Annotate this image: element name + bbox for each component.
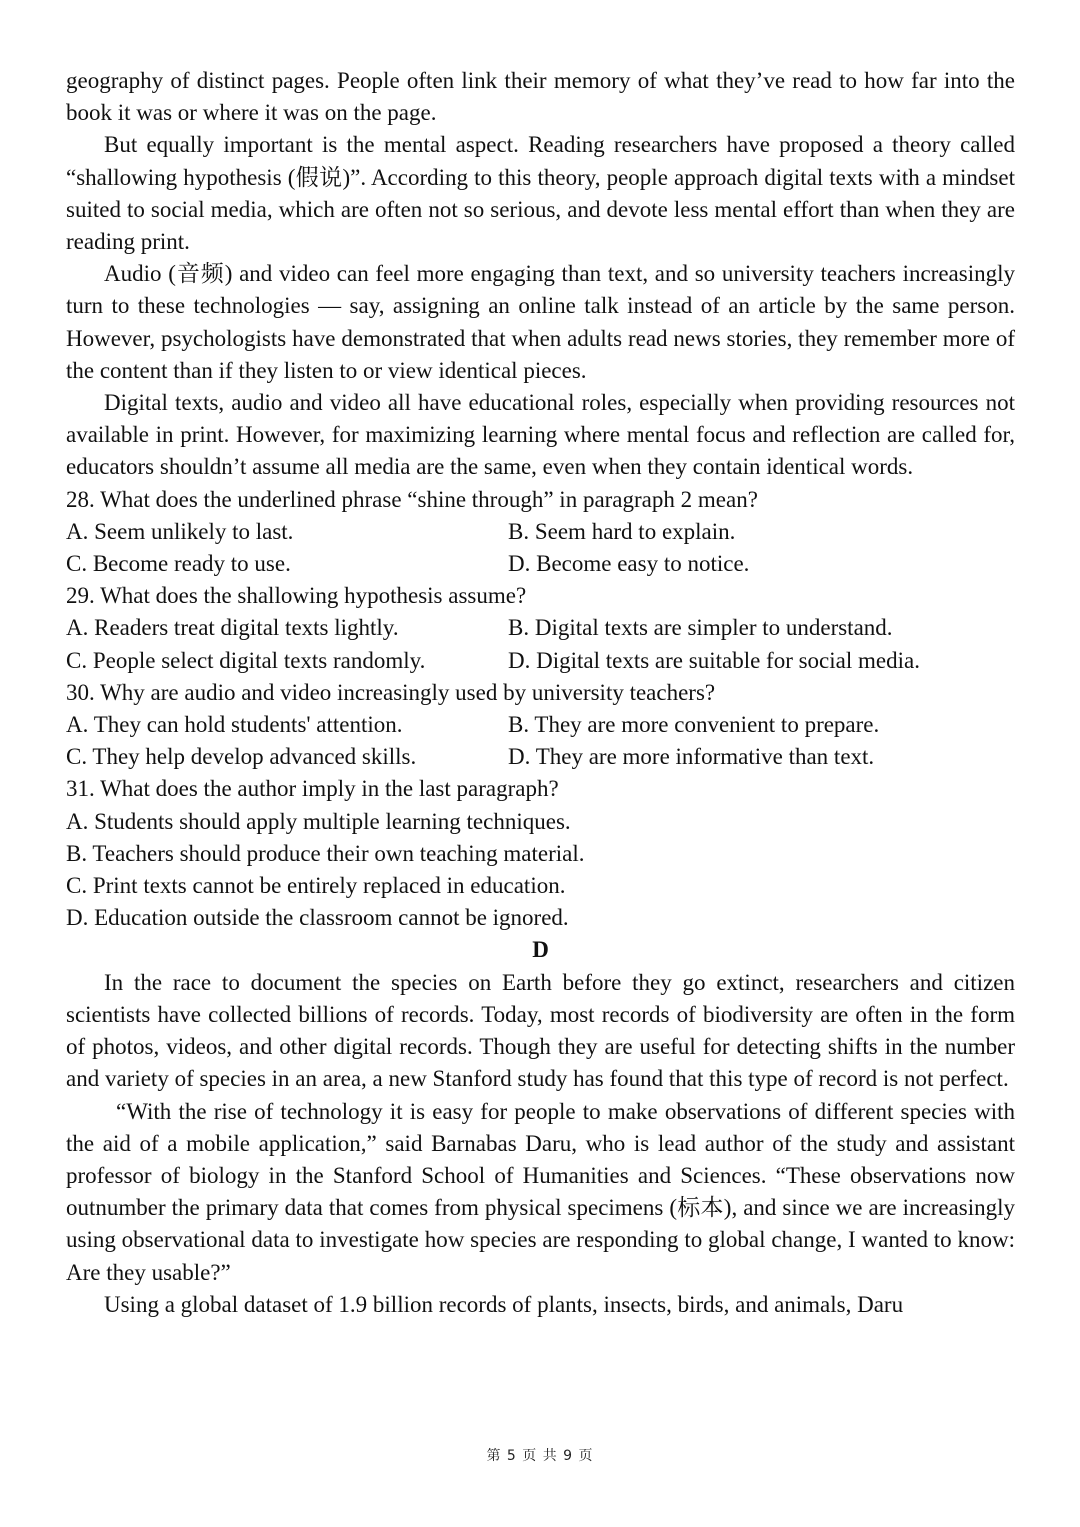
passage-c-paragraph-2: But equally important is the mental aspect. Reading researchers have proposed a theory called “shallowing hypothesis (假说)”. According to this theory, people approach digital texts with a mindset suited to social media, which are often not so serious, and devote less mental effort than when they are reading print. <box>66 132 1015 255</box>
question-30-options-row-2 <box>66 741 1015 773</box>
passage-d-paragraph-1: In the race to document the species on Earth before they go extinct, researchers and citizen scientists have collected billions of records. Today, most records of biodiversity are often in the form of photos, videos, and other digital records. Though they are useful for detecting shifts in the number and variety of species in an area, a new Stanford study has found that this type of record is not perfect. <box>66 969 1015 1092</box>
question-31-option-d[interactable]: D. Education outside the classroom cannot be ignored. <box>66 905 569 931</box>
question-31-option-c[interactable]: C. Print texts cannot be entirely replaced in education. <box>66 873 566 899</box>
question-28-option-d[interactable]: D. Become easy to notice. <box>508 551 750 577</box>
question-29-option-b[interactable]: B. Digital texts are simpler to understand. <box>508 615 893 641</box>
exam-page <box>66 65 1015 1321</box>
question-29-stem: 29. What does the shallowing hypothesis assume? <box>66 583 527 609</box>
question-31-stem: 31. What does the author imply in the last paragraph? <box>66 776 559 802</box>
question-31-option-b[interactable]: B. Teachers should produce their own teaching material. <box>66 840 585 866</box>
question-30-option-d[interactable]: D. They are more informative than text. <box>508 744 875 770</box>
question-29-option-a[interactable]: A. Readers treat digital texts lightly. <box>66 615 399 641</box>
question-30-option-a[interactable]: A. They can hold students' attention. <box>66 712 403 738</box>
question-29-option-c[interactable]: C. People select digital texts randomly. <box>66 647 426 673</box>
question-28-option-c[interactable]: C. Become ready to use. <box>66 551 291 577</box>
passage-c-paragraph-4: Digital texts, audio and video all have educational roles, especially when providing resources not available in print. However, for maximizing learning where mental focus and reflection are called for, educators shouldn’t assume all media are the same, even when they contain identical words. <box>66 390 1015 480</box>
question-30-stem: 30. Why are audio and video increasingly used by university teachers? <box>66 679 716 705</box>
question-29-options-row-1 <box>66 612 1015 644</box>
question-31-option-a[interactable]: A. Students should apply multiple learning techniques. <box>66 808 571 834</box>
passage-c-paragraph-1: geography of distinct pages. People often link their memory of what they’ve read to how far into the book it was or where it was on the page. <box>66 68 1015 126</box>
page-number-footer: 第 5 页 共 9 页 <box>486 1448 594 1464</box>
passage-d-paragraph-2: “With the rise of technology it is easy for people to make observations of different species with the aid of a mobile application,” said Barnabas Daru, who is lead author of the study and assistant professor of biology in the Stanford School of Humanities and Sciences. “These observations now outnumber the primary data that comes from physical specimens (标本), and since we are increasingly using observational data to investigate how species are responding to global change, I wanted to know: Are they usable?” <box>66 1098 1015 1285</box>
question-28-option-b[interactable]: B. Seem hard to explain. <box>508 518 736 544</box>
question-29-options-row-2 <box>66 645 1015 677</box>
question-30-option-b[interactable]: B. They are more convenient to prepare. <box>508 712 880 738</box>
question-28-options-row-2 <box>66 548 1015 580</box>
question-30-option-c[interactable]: C. They help develop advanced skills. <box>66 744 417 770</box>
question-28-stem: 28. What does the underlined phrase “shine through” in paragraph 2 mean? <box>66 486 758 512</box>
passage-d-title: D <box>532 937 549 963</box>
passage-d-paragraph-3: Using a global dataset of 1.9 billion records of plants, insects, birds, and animals, Daru <box>104 1291 904 1317</box>
passage-c-paragraph-3: Audio (音频) and video can feel more engaging than text, and so university teachers increasingly turn to these technologies — say, assigning an online talk instead of an article by the same person. However, psychologists have demonstrated that when adults read news stories, they remember more of the content than if they listen to or view identical pieces. <box>66 261 1015 383</box>
question-28-option-a[interactable]: A. Seem unlikely to last. <box>66 518 294 544</box>
question-28-options-row-1 <box>66 516 1015 548</box>
question-30-options-row-1 <box>66 709 1015 741</box>
question-29-option-d[interactable]: D. Digital texts are suitable for social media. <box>508 647 920 673</box>
